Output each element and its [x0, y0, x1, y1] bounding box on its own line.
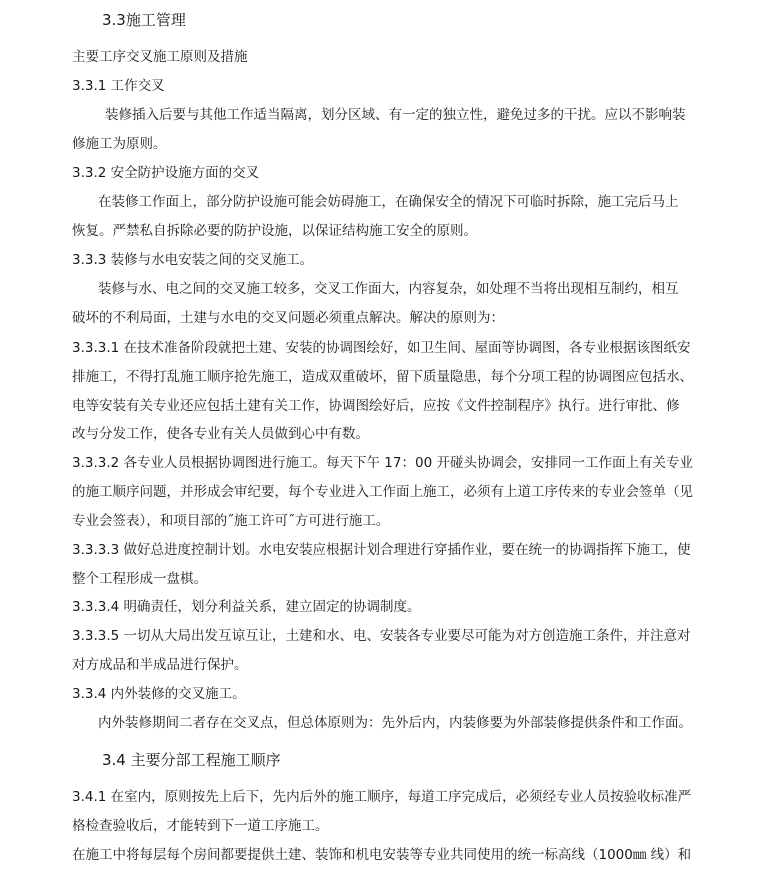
paragraph-line: 内外装修期间二者存在交叉点，但总体原则为：先外后内，内装修要为外部装修提供条件和工作面。 — [98, 715, 692, 731]
paragraph-line: 整个工程形成一盘棋。 — [72, 571, 207, 587]
heading-3-3-3: 3.3.3 装修与水电安装之间的交叉施工。 — [72, 252, 314, 268]
section-heading-3-3: 3.3施工管理 — [102, 11, 186, 29]
paragraph-line: 改与分发工作，使各专业有关人员做到心中有数。 — [72, 426, 369, 442]
paragraph-line: 专业会签表），和项目部的˝施工许可˝方可进行施工。 — [72, 513, 390, 529]
paragraph-line: 破坏的不利局面，土建与水电的交叉问题必须重点解决。解决的原则为： — [72, 310, 504, 326]
paragraph-line: 装修插入后要与其他工作适当隔离，划分区域、有一定的独立性，避免过多的干扰。应以不影响装 — [105, 107, 686, 123]
paragraph-line: 恢复。严禁私自拆除必要的防护设施，以保证结构施工安全的原则。 — [72, 223, 477, 239]
section-heading-3-4: 3.4 主要分部工程施工顺序 — [102, 751, 281, 769]
paragraph-line: 3.4.1 在室内，原则按先上后下，先内后外的施工顺序，每道工序完成后，必须经专业人员按验收标准严 — [72, 789, 692, 805]
paragraph-line: 格检查验收后，才能转到下一道工序施工。 — [72, 818, 329, 834]
paragraph-line: 在装修工作面上，部分防护设施可能会妨碍施工，在确保安全的情况下可临时拆除，施工完后马上 — [98, 194, 679, 210]
subheading-main-process: 主要工序交叉施工原则及措施 — [72, 49, 248, 65]
paragraph-line: 3.3.3.5 一切从大局出发互谅互让，土建和水、电、安装各专业要尽可能为对方创造施工条件，并注意对 — [72, 628, 691, 644]
paragraph-line: 的施工顺序问题，并形成会审纪要，每个专业进入工作面上施工，必须有上道工序传来的专业会签单（见 — [72, 484, 693, 500]
heading-3-3-4: 3.3.4 内外装修的交叉施工。 — [72, 686, 246, 702]
paragraph-line: 3.3.3.2 各专业人员根据协调图进行施工。每天下午 17：00 开碰头协调会，安排同一工作面上有关专业 — [72, 455, 693, 471]
paragraph-line: 3.3.3.4 明确责任，划分利益关系，建立固定的协调制度。 — [72, 599, 421, 615]
paragraph-line: 3.3.3.1 在技术准备阶段就把土建、安装的协调图绘好，如卫生间、屋面等协调图，各专业根据该图纸安 — [72, 340, 691, 356]
paragraph-line: 对方成品和半成品进行保护。 — [72, 657, 248, 673]
paragraph-line: 在施工中将每层每个房间都要提供土建、装饰和机电安装等专业共同使用的统一标高线（1000㎜ 线）和 — [72, 847, 692, 863]
paragraph-line: 装修与水、电之间的交叉施工较多，交叉工作面大，内容复杂，如处理不当将出现相互制约，相互 — [98, 281, 679, 297]
paragraph-line: 修施工为原则。 — [72, 136, 167, 152]
paragraph-line: 排施工，不得打乱施工顺序抢先施工，造成双重破坏，留下质量隐患，每个分项工程的协调图应包括水、 — [72, 369, 693, 385]
heading-3-3-2: 3.3.2 安全防护设施方面的交叉 — [72, 165, 260, 181]
paragraph-line: 电等安装有关专业还应包括土建有关工作，协调图绘好后，应按《文件控制程序》执行。进行审批、修 — [72, 398, 680, 414]
paragraph-line: 3.3.3.3 做好总进度控制计划。水电安装应根据计划合理进行穿插作业，要在统一的协调指挥下施工，使 — [72, 542, 691, 558]
heading-3-3-1: 3.3.1 工作交叉 — [72, 78, 165, 94]
